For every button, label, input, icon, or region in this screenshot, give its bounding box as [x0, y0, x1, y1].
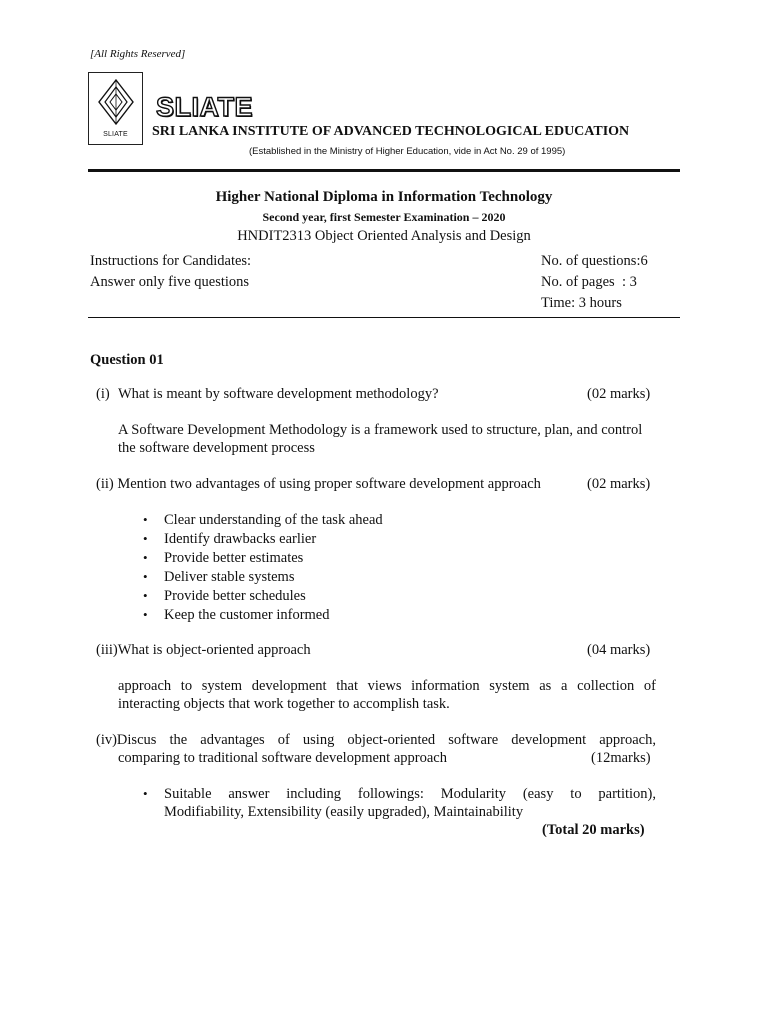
- exam-semester: Second year, first Semester Examination – 2020: [262, 210, 506, 224]
- a4-line2: Modifiability, Extensibility (easily upgraded), Maintainability: [164, 804, 524, 820]
- a3-line2: interacting objects that work together to accomplish task.: [118, 696, 450, 712]
- bullet-icon: •: [143, 588, 148, 603]
- instructions-text: Answer only five questions: [90, 274, 250, 290]
- instructions-title: Instructions for Candidates:: [90, 253, 252, 269]
- bullet-icon: •: [143, 786, 148, 801]
- total-marks: (Total 20 marks): [542, 822, 645, 838]
- number-of-pages: No. of pages : 3: [541, 274, 637, 290]
- list-item: Provide better schedules: [164, 588, 306, 604]
- list-item: Deliver stable systems: [164, 569, 295, 585]
- list-item: Keep the customer informed: [164, 607, 330, 623]
- module-title: HNDIT2313 Object Oriented Analysis and Design: [237, 228, 531, 244]
- list-item: Identify drawbacks earlier: [164, 531, 317, 547]
- q4-line2: comparing to traditional software development approach: [118, 750, 447, 766]
- a1-line1: A Software Development Methodology is a framework used to structure, plan, and control: [118, 422, 643, 438]
- rights-notice: [All Rights Reserved]: [90, 48, 186, 60]
- list-item: Clear understanding of the task ahead: [164, 512, 383, 528]
- bullet-icon: •: [143, 607, 148, 622]
- exam-time: Time: 3 hours: [541, 295, 622, 311]
- instructions-divider: [88, 317, 680, 318]
- a1-line2: the software development process: [118, 440, 315, 456]
- q4-marks: (12marks): [591, 750, 651, 766]
- q2-marks: (02 marks): [587, 476, 651, 492]
- header-divider: [88, 169, 680, 172]
- sliate-logo: [88, 72, 143, 145]
- q2-text: (ii) Mention two advantages of using proper software development approach: [96, 476, 541, 492]
- institute-established: (Established in the Ministry of Higher Education, vide in Act No. 29 of 1995): [249, 146, 566, 157]
- bullet-icon: •: [143, 550, 148, 565]
- logo-diamond-icon: [96, 78, 136, 126]
- a3-line1: approach to system development that views information system as a collection of: [118, 678, 656, 694]
- bullet-icon: •: [143, 569, 148, 584]
- bullet-icon: •: [143, 512, 148, 527]
- a4-line1: Suitable answer including followings: Modularity (easy to partition),: [164, 786, 656, 802]
- brand-wordmark: SLIATE: [156, 92, 253, 122]
- q3-marks: (04 marks): [587, 642, 651, 658]
- q1-text: What is meant by software development methodology?: [118, 386, 439, 402]
- programme-title: Higher National Diploma in Information Technology: [215, 189, 553, 205]
- institute-name: SRI LANKA INSTITUTE OF ADVANCED TECHNOLOGICAL EDUCATION: [152, 124, 630, 139]
- q4-line1: (iv)Discus the advantages of using object-oriented software development approach,: [96, 732, 656, 748]
- q1-marks: (02 marks): [587, 386, 651, 402]
- question-title: Question 01: [90, 352, 164, 368]
- logo-label: SLIATE: [103, 131, 128, 138]
- bullet-icon: •: [143, 531, 148, 546]
- q3-text: (iii)What is object-oriented approach: [96, 642, 311, 658]
- list-item: Provide better estimates: [164, 550, 304, 566]
- q1-label: (i): [96, 386, 110, 402]
- number-of-questions: No. of questions:6: [541, 253, 648, 269]
